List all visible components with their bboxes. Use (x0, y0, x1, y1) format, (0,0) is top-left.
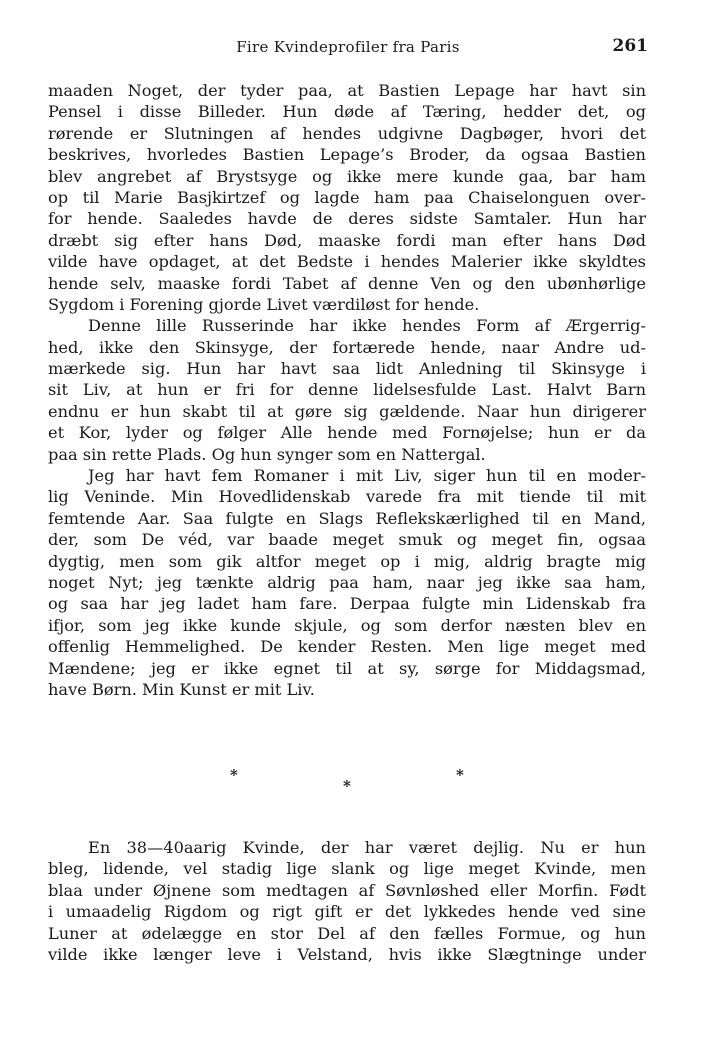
body-text-section-1 (48, 80, 646, 700)
text-line: blaa under Øjnene som medtagen af Søvnløshed eller Morfin. Født (48, 880, 646, 900)
text-line: endnu er hun skabt til at gøre sig gældende. Naar hun dirigerer (48, 401, 646, 421)
paragraph-start-line: Jeg har havt fem Romaner i mit Liv, siger hun til en moder- (88, 466, 646, 486)
text-line: dygtig, men som gik altfor meget op i mig, aldrig bragte mig (48, 551, 646, 571)
text-line: Mændene; jeg er ikke egnet til at sy, sørge for Middagsmad, (48, 658, 646, 678)
text-line: vilde have opdaget, at det Bedste i hendes Malerier ikke skyldtes (48, 252, 646, 272)
text-line: noget Nyt; jeg tænkte aldrig paa ham, naar jeg ikke saa ham, (48, 572, 646, 592)
text-line: blev angrebet af Brystsyge og ikke mere kunde gaa, bar ham (48, 166, 646, 186)
text-line: have Børn. Min Kunst er mit Liv. (48, 679, 315, 699)
text-line: vilde ikke længer leve i Velstand, hvis ikke Slægtninge under (48, 944, 646, 964)
page-number: 261 (612, 36, 648, 56)
text-line: paa sin rette Plads. Og hun synger som en Nattergal. (48, 444, 486, 464)
text-line: mærkede sig. Hun har havt saa lidt Anledning til Skinsyge i (48, 359, 646, 379)
text-line: lig Veninde. Min Hovedlidenskab varede fra mit tiende til mit (48, 487, 646, 507)
text-line: rørende er Slutningen af hendes udgivne Dagbøger, hvori det (48, 123, 646, 143)
text-line: offenlig Hemmelighed. De kender Resten. Men lige meget med (48, 637, 646, 657)
section-separator-star: * (456, 766, 464, 784)
running-title: Fire Kvindeprofiler fra Paris (236, 38, 460, 56)
text-line: et Kor, lyder og følger Alle hende med Fornøjelse; hun er da (48, 423, 646, 443)
text-line: dræbt sig efter hans Død, maaske fordi man efter hans Død (48, 230, 646, 250)
page-header (48, 36, 648, 60)
text-line: Luner at ødelægge en stor Del af den fælles Formue, og hun (48, 923, 646, 943)
text-line: hed, ikke den Skinsyge, der fortærede hende, naar Andre ud- (48, 337, 646, 357)
text-line: ifjor, som jeg ikke kunde skjule, og som derfor næsten blev en (48, 615, 646, 635)
section-separator-star: * (230, 766, 238, 784)
body-text-section-2 (48, 837, 646, 965)
text-line: i umaadelig Rigdom og rigt gift er det lykkedes hende ved sine (48, 902, 646, 922)
text-line: hende selv, maaske fordi Tabet af denne Ven og den ubønhørlige (48, 273, 646, 293)
text-line: sit Liv, at hun er fri for denne lidelsesfulde Last. Halvt Barn (48, 380, 646, 400)
text-line: og saa har jeg ladet ham fare. Derpaa fulgte min Lidenskab fra (48, 594, 646, 614)
paragraph-start-line: Denne lille Russerinde har ikke hendes Form af Ærgerrig- (88, 316, 646, 336)
paragraph-start-line: En 38—40aarig Kvinde, der har været dejlig. Nu er hun (88, 838, 646, 857)
section-separator-star: * (343, 777, 351, 795)
text-line: beskrives, hvorledes Bastien Lepage’s Broder, da ogsaa Bastien (48, 145, 646, 165)
text-line: op til Marie Basjkirtzef og lagde ham paa Chaiselonguen over- (48, 187, 646, 207)
text-line: Pensel i disse Billeder. Hun døde af Tæring, hedder det, og (48, 102, 646, 122)
text-line: Sygdom i Forening gjorde Livet værdiløst for hende. (48, 294, 480, 314)
text-line: der, som De véd, var baade meget smuk og meget fin, ogsaa (48, 530, 646, 550)
text-line: for hende. Saaledes havde de deres sidste Samtaler. Hun har (48, 209, 646, 229)
text-line: bleg, lidende, vel stadig lige slank og lige meget Kvinde, men (48, 859, 646, 879)
text-line: maaden Noget, der tyder paa, at Bastien Lepage har havt sin (48, 81, 646, 100)
text-line: femtende Aar. Saa fulgte en Slags Reflekskærlighed til en Mand, (48, 508, 646, 528)
